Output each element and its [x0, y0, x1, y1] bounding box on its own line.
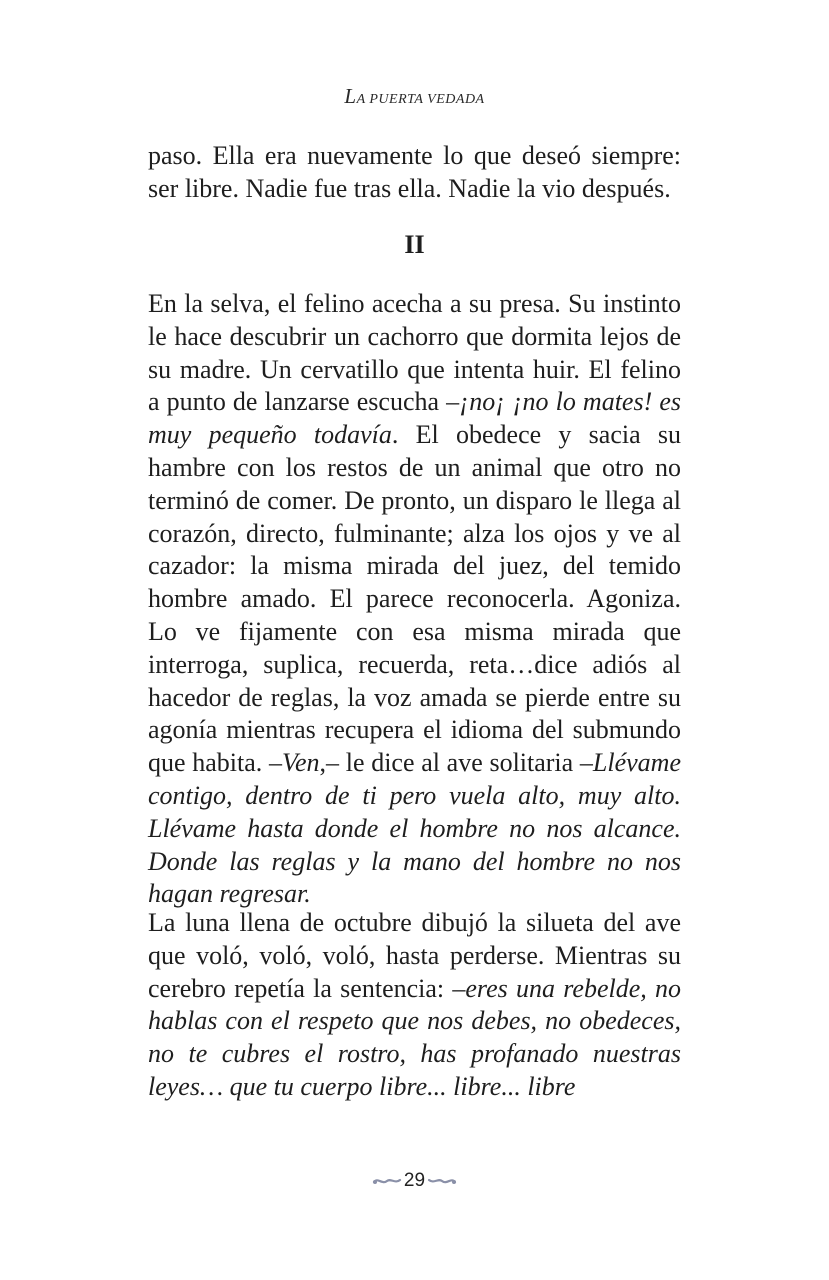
- paragraph-forest-text-e: ,– le dice al ave solitaria: [319, 748, 580, 778]
- section-number: II: [404, 230, 425, 259]
- paragraph-forest-text-c: . El obedece y sacia su hambre con los restos de un animal que otro no terminó de comer. De pronto, un disparo le llega al corazón, directo, fulminante; alza los ojos y ve al cazador: la misma mirada del juez, del temido hombre amado. El parece reconocerla. Agoniza. Lo ve fijamente con esa misma mirada que interroga, suplica, recuerda, reta…dice adiós al hacedor de reglas, la voz amada se pierde entre su agonía mientras recupera el idioma del submundo que habita.: [148, 420, 681, 778]
- page-footer: [0, 1170, 829, 1192]
- right-ornament-icon: [427, 1175, 457, 1187]
- paragraph-forest-quote-1: –¡no¡ ¡no lo mates! es muy pequeño todavía: [148, 387, 681, 450]
- page-number: 29: [403, 1170, 426, 1191]
- paragraph-forest: [148, 288, 681, 911]
- paragraph-continuation: paso. Ella era nuevamente lo que deseó siempre: ser libre. Nadie fue tras ella. Nadie la vio después.: [148, 141, 681, 203]
- paragraph-moon-text-a: La luna llena de octubre dibujó la silueta del ave que voló, voló, voló, hasta perderse. Mientras su cerebro repetía la sentencia:: [148, 908, 681, 1003]
- paragraph-forest-quote-2: –Ven: [268, 748, 320, 778]
- left-ornament-icon: [372, 1175, 402, 1187]
- running-header-rest: A PUERTA VEDADA: [356, 92, 485, 107]
- running-header-initial: L: [344, 84, 357, 108]
- running-header: [0, 84, 829, 109]
- paragraph-moon: [148, 907, 681, 1104]
- paragraph-forest-text-a: En la selva, el felino acecha a su presa. Su instinto le hace descubrir un cachorro que dormita lejos de su madre. Un cervatillo que intenta huir. El felino a punto de lanzarse escucha: [148, 289, 681, 417]
- paragraph-forest-quote-3: –Llévame contigo, dentro de ti pero vuela alto, muy alto. Llévame hasta donde el hombre no nos alcance. Donde las reglas y la mano del hombre no nos hagan regresar.: [148, 748, 681, 909]
- paragraph-moon-quote: –eres una rebelde, no hablas con el respeto que nos debes, no obedeces, no te cubres el rostro, has profanado nuestras leyes… que tu cuerpo libre... libre... libre: [148, 973, 681, 1101]
